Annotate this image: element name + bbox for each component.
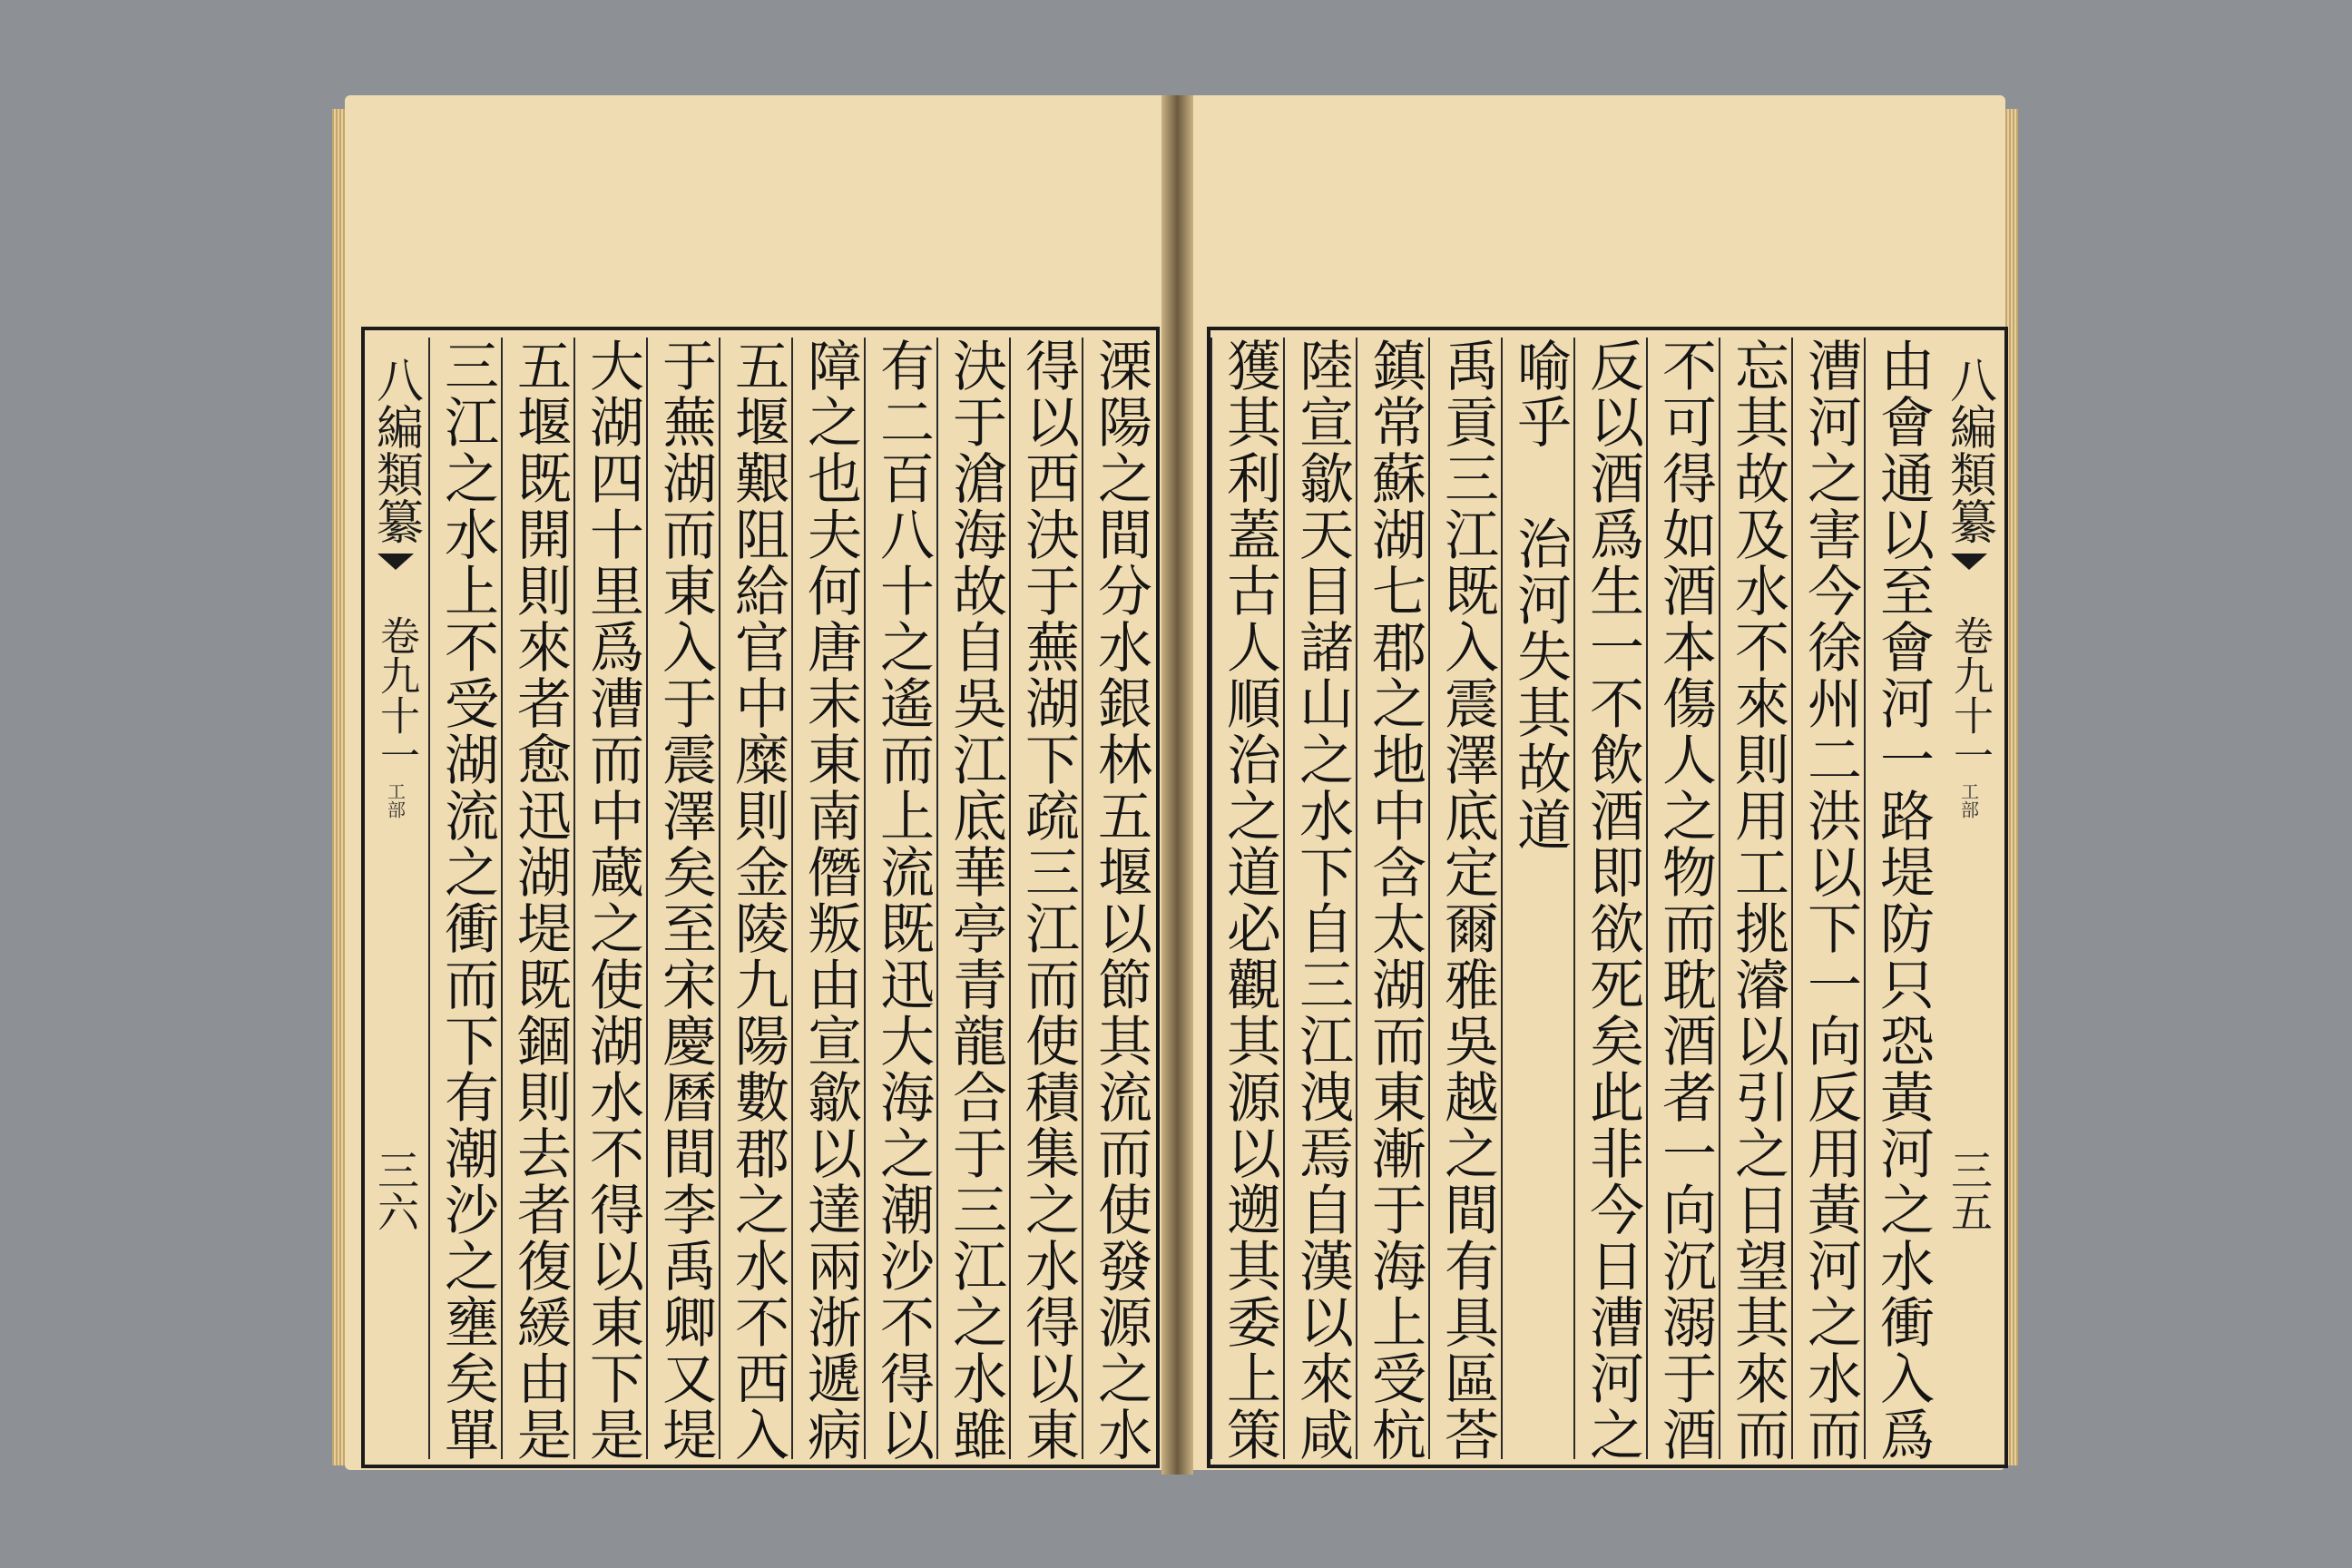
book-gutter xyxy=(1161,95,1193,1475)
text-column: 漕河之害今徐州二洪以下一向反用黃河之水而 xyxy=(1791,338,1867,1459)
text-column: 由會通以至會河一路堤防只恐黃河之水衝入爲 xyxy=(1864,338,1940,1459)
text-column: 于蕪湖而東入于震澤矣至宋慶曆間李禹卿又堤 xyxy=(646,338,722,1459)
right-banxin xyxy=(1942,338,1996,1459)
banxin-title: 八編類纂 xyxy=(368,356,423,544)
text-column: 有二百八十之遙而上流既迅大海之潮沙不得以 xyxy=(864,338,940,1459)
banxin-section: 工部 xyxy=(1957,782,1980,818)
left-banxin xyxy=(368,338,423,1459)
fishtail-mark xyxy=(377,554,414,570)
text-column: 鎮常蘇湖七郡之地中含太湖而東漸于海上受杭 xyxy=(1356,338,1432,1459)
banxin-juan: 卷九十一 xyxy=(373,615,419,775)
banxin-juan: 卷九十一 xyxy=(1946,615,1993,775)
text-column: 忘其故及水不來則用工挑濬以引之日望其來而 xyxy=(1719,338,1795,1459)
text-column: 決于滄海故自吳江底華亭青龍合于三江之水雖 xyxy=(936,338,1013,1459)
text-column: 障之也夫何唐末東南僭叛由宣歙以達兩浙遞病 xyxy=(791,338,867,1459)
banxin-page-number: 三五 xyxy=(1945,1149,1994,1232)
text-column: 禹貢三江既入震澤底定爾雅吳越之間有具區荅 xyxy=(1428,338,1504,1459)
text-column: 不可得如酒本傷人之物而耽酒者一向沉溺于酒 xyxy=(1646,338,1722,1459)
text-column: 獲其利蓋古人順治之道必觀其源以遡其委上策 xyxy=(1210,338,1287,1459)
banxin-page-number: 三六 xyxy=(371,1149,420,1232)
text-column: 三江之水上不受湖流之衝而下有潮沙之壅矣單 xyxy=(428,338,505,1459)
text-column: 反以酒爲生一不飲酒即欲死矣此非今日漕河之 xyxy=(1573,338,1650,1459)
text-column: 溧陽之間分水銀林五堰以節其流而使發源之水 xyxy=(1082,338,1158,1459)
left-page-frame xyxy=(361,327,1160,1468)
right-page-frame xyxy=(1207,327,2008,1468)
text-column: 喻乎 治河失其故道 xyxy=(1501,338,1577,1459)
text-column: 五堰艱阻給官中糜則金陵九陽數郡之水不西入 xyxy=(719,338,795,1459)
banxin-title: 八編類纂 xyxy=(1941,356,1996,544)
text-column: 得以西決于蕪湖下疏三江而使積集之水得以東 xyxy=(1009,338,1085,1459)
open-book xyxy=(345,95,2005,1475)
text-column: 五堰既開則來者愈迅湖堤既錮則去者復緩由是 xyxy=(501,338,577,1459)
text-column: 陸宣歙天目諸山之水下自三江洩焉自漢以來咸 xyxy=(1283,338,1359,1459)
banxin-section: 工部 xyxy=(384,782,407,818)
text-column: 大湖四十里爲漕而中蔵之使湖水不得以東下是 xyxy=(573,338,650,1459)
fishtail-mark xyxy=(1951,554,1987,570)
